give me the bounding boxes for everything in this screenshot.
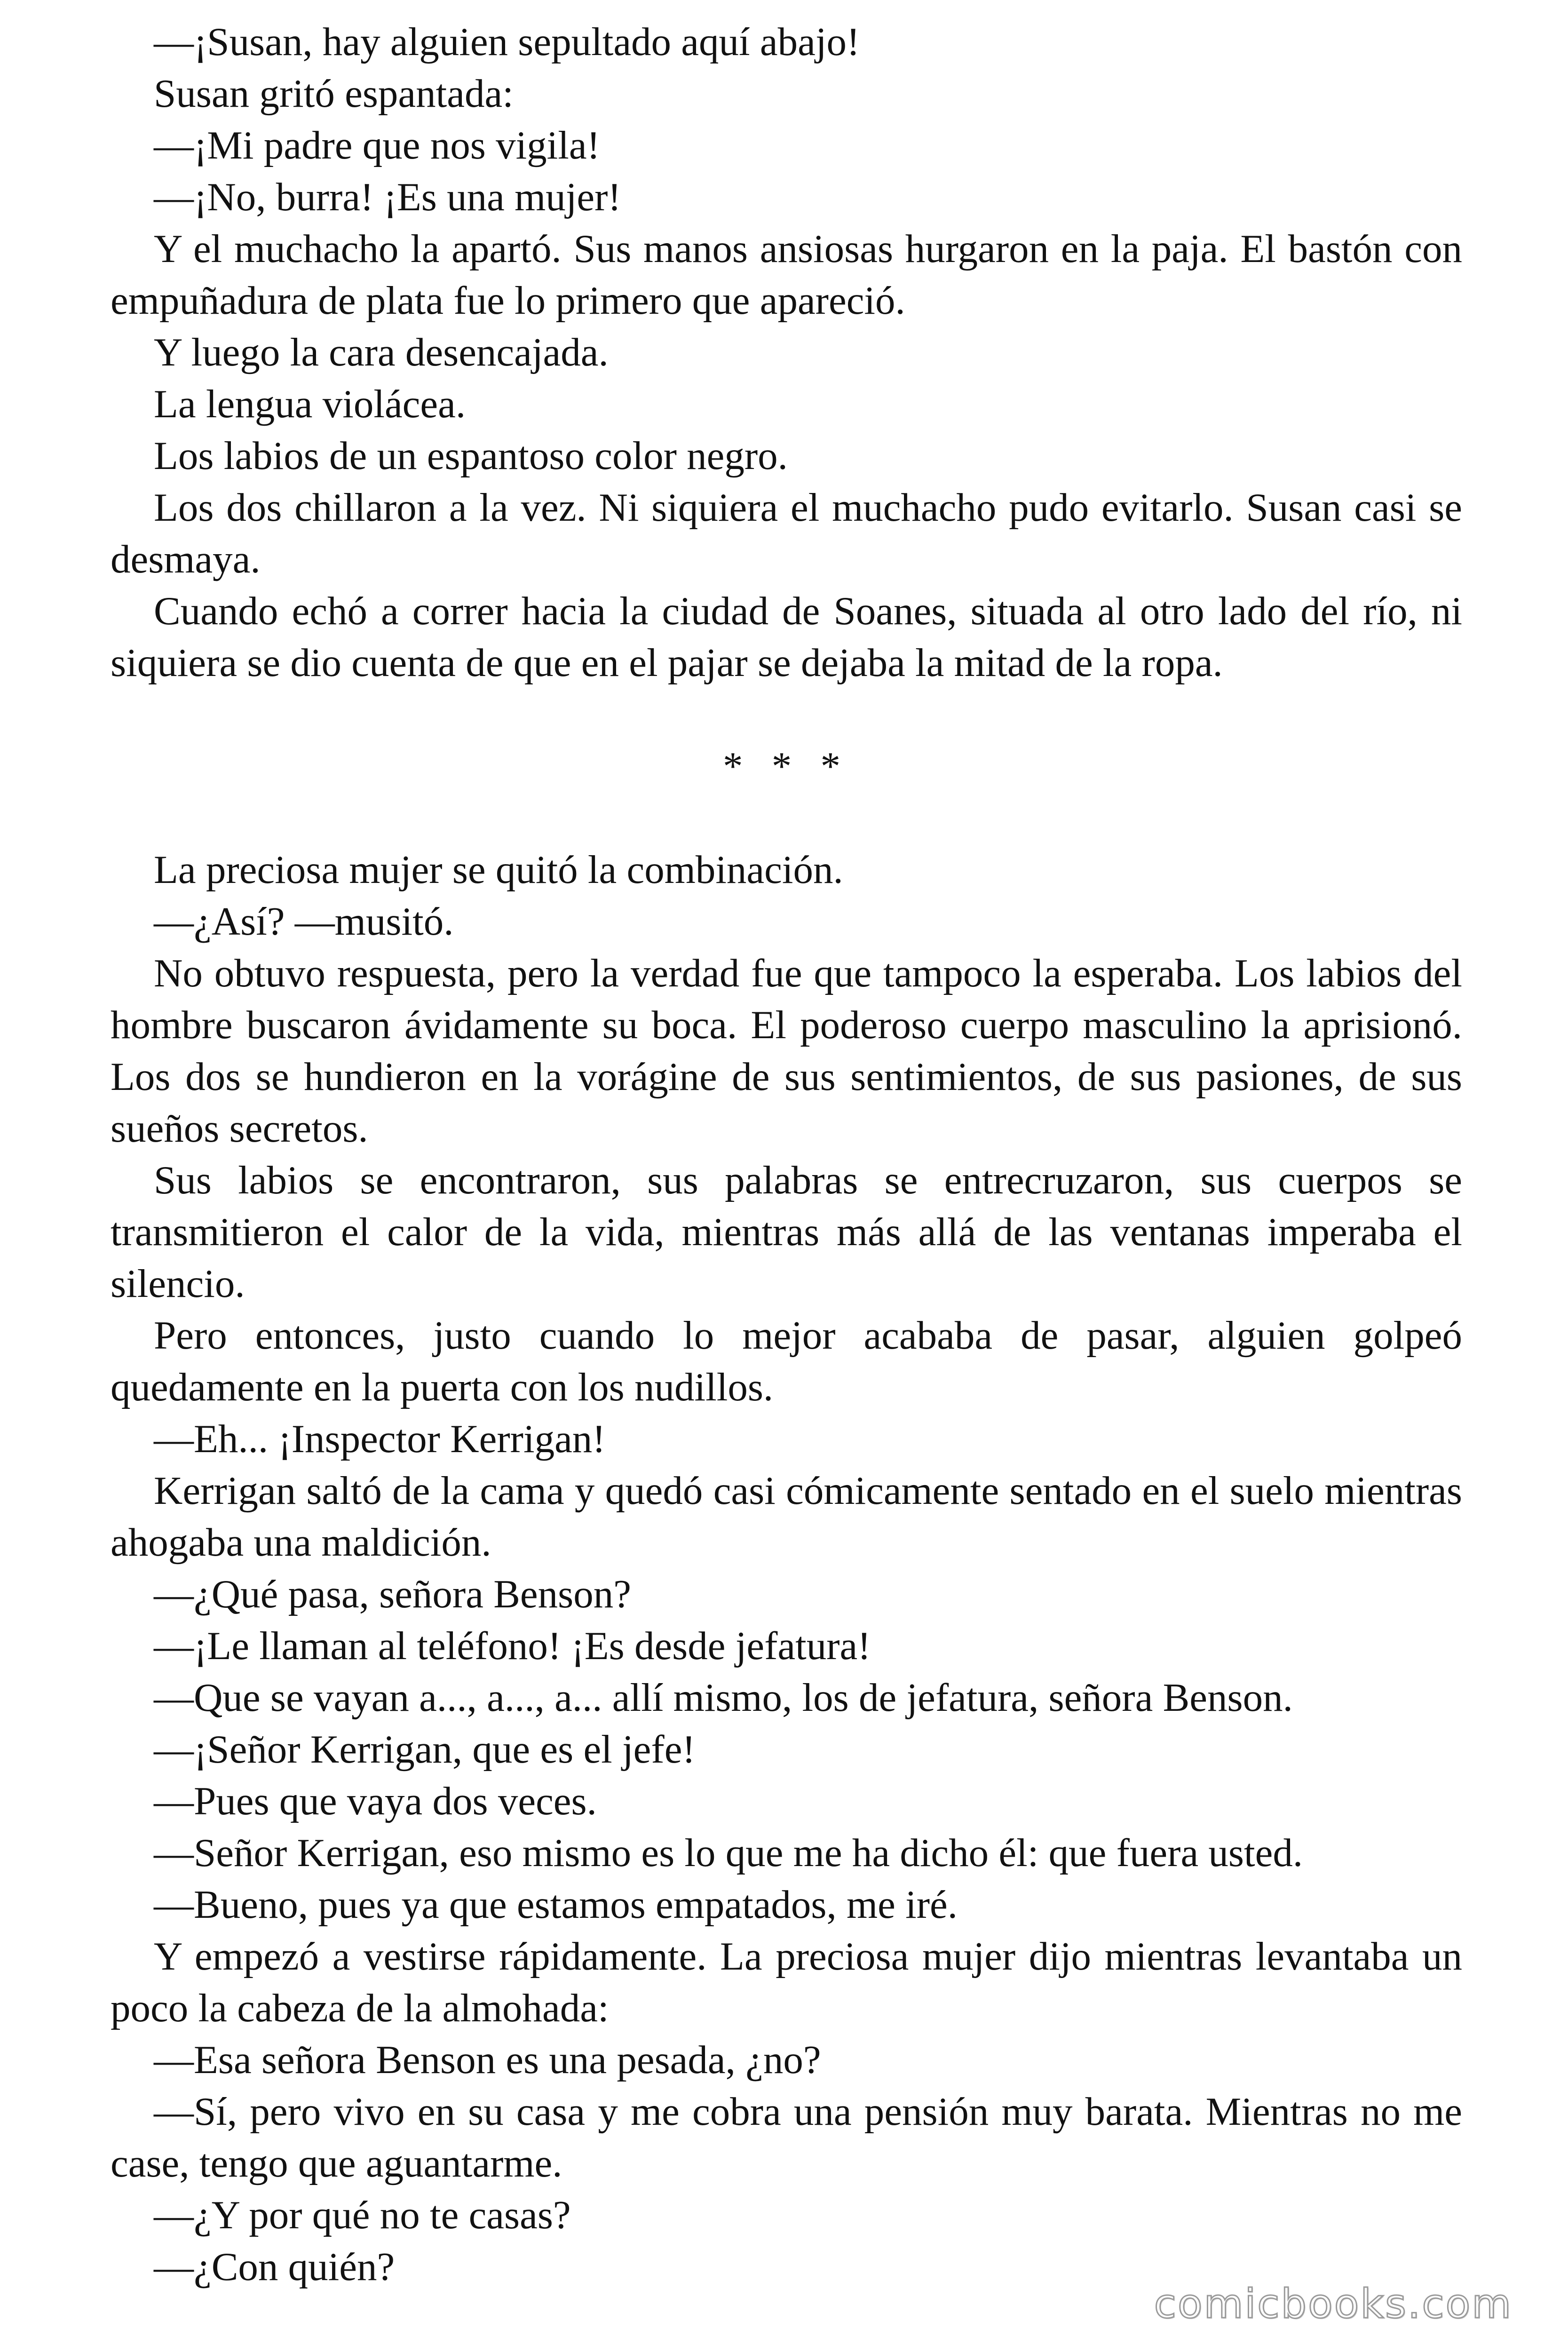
section-1	[111, 16, 1462, 689]
paragraph: —¿Qué pasa, señora Benson?	[154, 1572, 631, 1616]
paragraph: —¿Y por qué no te casas?	[154, 2193, 571, 2237]
paragraph: Y el muchacho la apartó. Sus manos ansiosas hurgaron en la paja. El bastón con empuñadura de plata fue lo primero que apareció.	[111, 227, 1462, 323]
paragraph: —¿Con quién?	[154, 2245, 395, 2289]
paragraph: —Bueno, pues ya que estamos empatados, me iré.	[154, 1883, 958, 1927]
paragraph: —Señor Kerrigan, eso mismo es lo que me ha dicho él: que fuera usted.	[154, 1831, 1303, 1875]
paragraph: La preciosa mujer se quitó la combinación.	[154, 848, 843, 892]
paragraph: Y empezó a vestirse rápidamente. La preciosa mujer dijo mientras levantaba un poco la cabeza de la almohada:	[111, 1934, 1462, 2030]
page-text	[111, 16, 1462, 2293]
paragraph: Susan gritó espantada:	[154, 72, 514, 116]
paragraph: Pero entonces, justo cuando lo mejor acababa de pasar, alguien golpeó quedamente en la puerta con los nudillos.	[111, 1313, 1462, 1409]
paragraph: Kerrigan saltó de la cama y quedó casi cómicamente sentado en el suelo mientras ahogaba una maldición.	[111, 1469, 1462, 1565]
paragraph: Cuando echó a correr hacia la ciudad de Soanes, situada al otro lado del río, ni siquiera se dio cuenta de que en el pajar se dejaba la mitad de la ropa.	[111, 589, 1462, 685]
paragraph: —¡Le llaman al teléfono! ¡Es desde jefatura!	[154, 1624, 871, 1668]
paragraph: —Que se vayan a..., a..., a... allí mismo, los de jefatura, señora Benson.	[154, 1676, 1293, 1720]
paragraph: —¡No, burra! ¡Es una mujer!	[154, 175, 621, 219]
paragraph: La lengua violácea.	[154, 382, 466, 426]
watermark: comicbooks.com	[1154, 2280, 1513, 2328]
paragraph: Los dos chillaron a la vez. Ni siquiera el muchacho pudo evitarlo. Susan casi se desmaya.	[111, 485, 1462, 581]
paragraph: —¡Señor Kerrigan, que es el jefe!	[154, 1727, 696, 1772]
section-2	[111, 844, 1462, 2293]
paragraph: —Esa señora Benson es una pesada, ¿no?	[154, 2038, 821, 2082]
paragraph: Los labios de un espantoso color negro.	[154, 434, 788, 478]
paragraph: —Eh... ¡Inspector Kerrigan!	[154, 1417, 606, 1461]
paragraph: Y luego la cara desencajada.	[154, 330, 609, 374]
paragraph: —¿Así? —musitó.	[154, 899, 454, 944]
paragraph: —Pues que vaya dos veces.	[154, 1779, 597, 1823]
paragraph: —¡Susan, hay alguien sepultado aquí abajo!	[154, 20, 860, 64]
paragraph: Sus labios se encontraron, sus palabras se entrecruzaron, sus cuerpos se transmitieron el calor de la vida, mientras más allá de las ventanas imperaba el silencio.	[111, 1158, 1462, 1306]
scene-separator: * * *	[723, 744, 850, 788]
paragraph: —¡Mi padre que nos vigila!	[154, 123, 600, 167]
paragraph: —Sí, pero vivo en su casa y me cobra una pensión muy barata. Mientras no me case, tengo que aguantarme.	[111, 2090, 1462, 2185]
paragraph: No obtuvo respuesta, pero la verdad fue que tampoco la esperaba. Los labios del hombre buscaron ávidamente su boca. El poderoso cuerpo masculino la aprisionó. Los dos se hundieron en la vorágine de sus sentimientos, de sus pasiones, de sus sueños secretos.	[111, 951, 1462, 1151]
